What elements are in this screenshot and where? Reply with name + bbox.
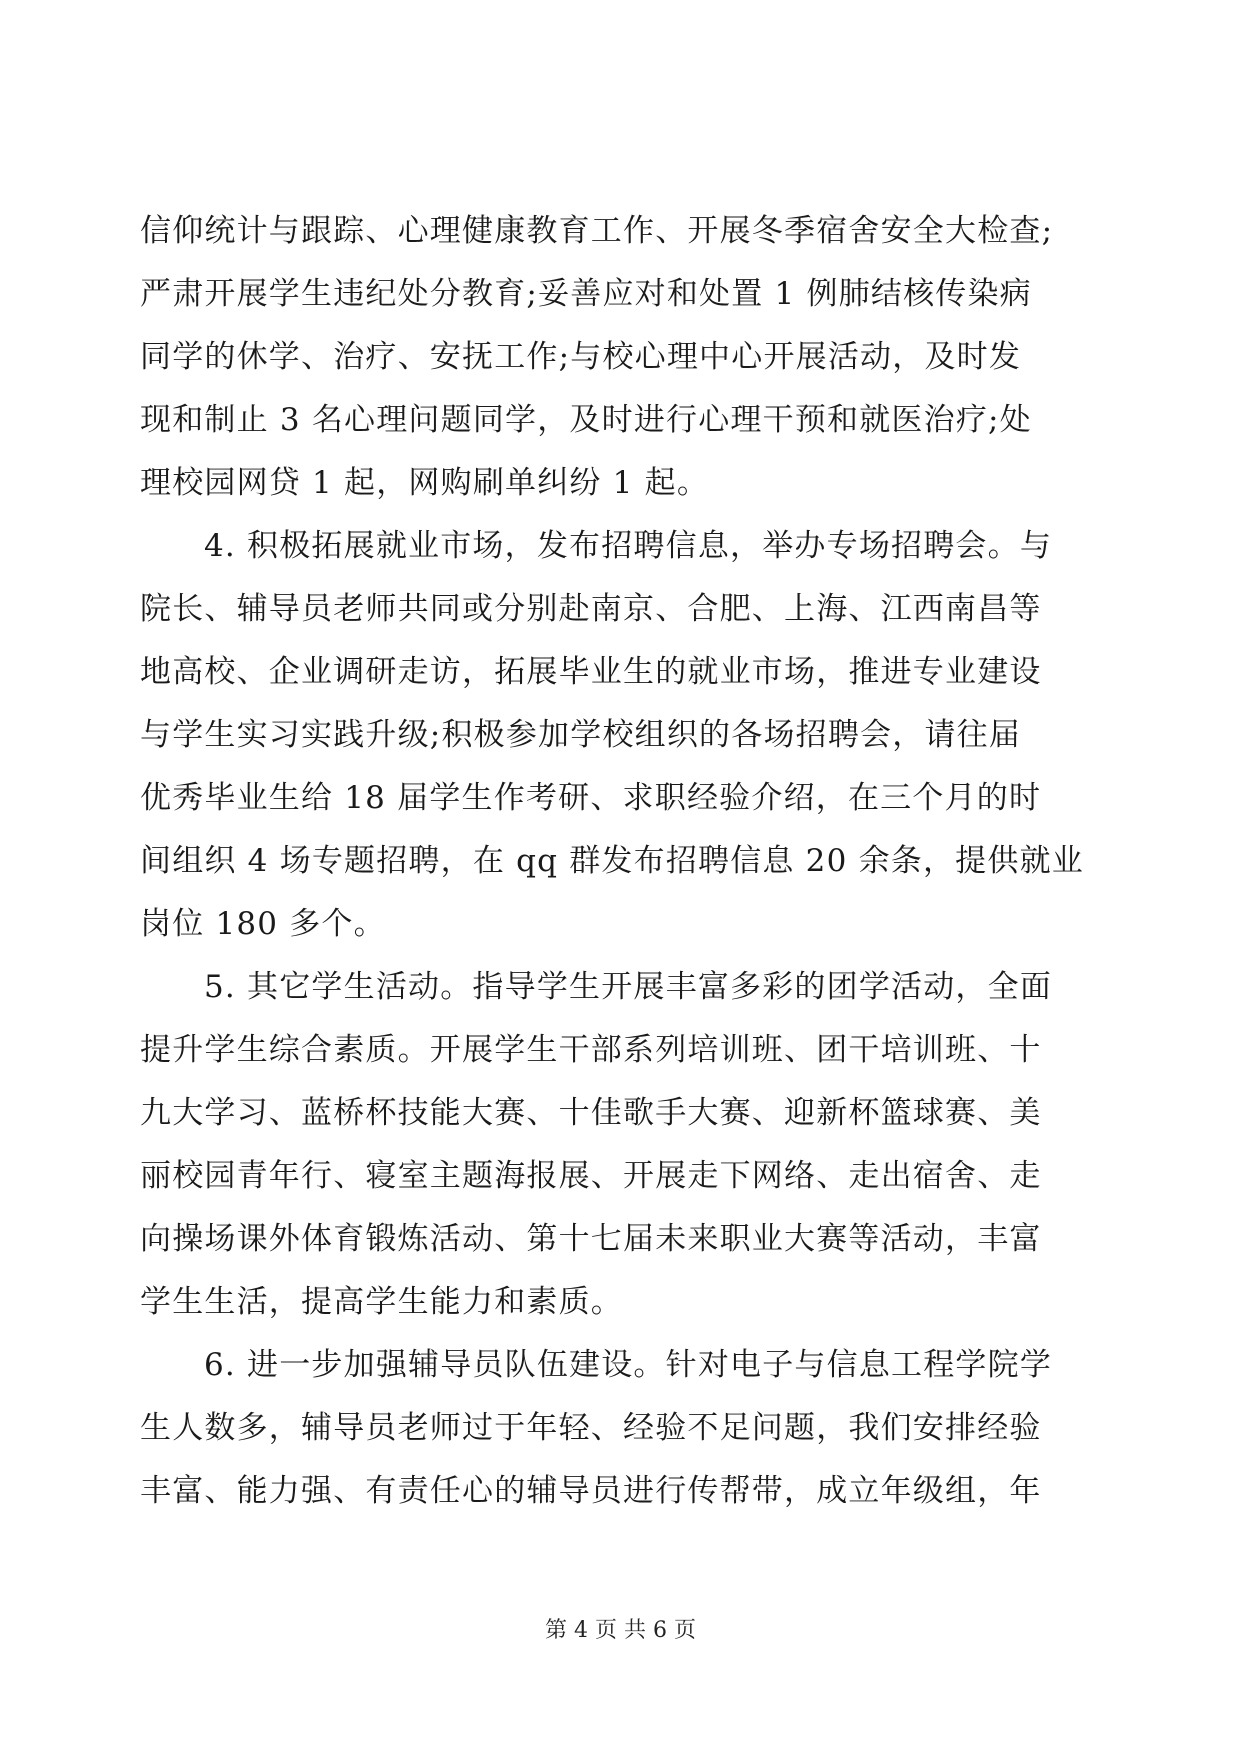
text-line: 现和制止 3 名心理问题同学，及时进行心理干预和就医治疗;处 <box>140 402 1032 438</box>
text-line: 丰富、能力强、有责任心的辅导员进行传帮带，成立年级组，年 <box>140 1473 1042 1509</box>
text-line: 严肃开展学生违纪处分教育;妥善应对和处置 1 例肺结核传染病 <box>140 276 1032 312</box>
page-number-footer: 第 4 页 共 6 页 <box>545 1618 696 1643</box>
text-line: 与学生实习实践升级;积极参加学校组织的各场招聘会，请往届 <box>140 717 1022 753</box>
text-line: 间组织 4 场专题招聘，在 qq 群发布招聘信息 20 余条，提供就业 <box>140 843 1084 879</box>
text-line: 九大学习、蓝桥杯技能大赛、十佳歌手大赛、迎新杯篮球赛、美 <box>140 1095 1042 1131</box>
text-line: 提升学生综合素质。开展学生干部系列培训班、团干培训班、十 <box>140 1032 1042 1068</box>
text-line: 信仰统计与跟踪、心理健康教育工作、开展冬季宿舍安全大检查; <box>140 213 1054 249</box>
text-line: 理校园网贷 1 起，网购刷单纠纷 1 起。 <box>140 465 710 501</box>
text-line: 优秀毕业生给 18 届学生作考研、求职经验介绍，在三个月的时 <box>140 780 1042 816</box>
text-line: 学生生活，提高学生能力和素质。 <box>140 1284 623 1320</box>
text-line: 地高校、企业调研走访，拓展毕业生的就业市场，推进专业建设 <box>140 654 1042 690</box>
paragraph-start-line: 4. 积极拓展就业市场，发布招聘信息，举办专场招聘会。与 <box>204 528 1053 564</box>
text-line: 同学的休学、治疗、安抚工作;与校心理中心开展活动，及时发 <box>140 339 1022 375</box>
paragraph-start-line: 5. 其它学生活动。指导学生开展丰富多彩的团学活动，全面 <box>204 969 1053 1005</box>
text-line: 生人数多，辅导员老师过于年轻、经验不足问题，我们安排经验 <box>140 1410 1042 1446</box>
text-line: 丽校园青年行、寝室主题海报展、开展走下网络、走出宿舍、走 <box>140 1158 1042 1194</box>
text-line: 向操场课外体育锻炼活动、第十七届未来职业大赛等活动，丰富 <box>140 1221 1042 1257</box>
paragraph-start-line: 6. 进一步加强辅导员队伍建设。针对电子与信息工程学院学 <box>204 1347 1053 1383</box>
text-line: 岗位 180 多个。 <box>140 906 386 942</box>
document-body <box>140 200 1085 1523</box>
text-line: 院长、辅导员老师共同或分别赴南京、合肥、上海、江西南昌等 <box>140 591 1042 627</box>
